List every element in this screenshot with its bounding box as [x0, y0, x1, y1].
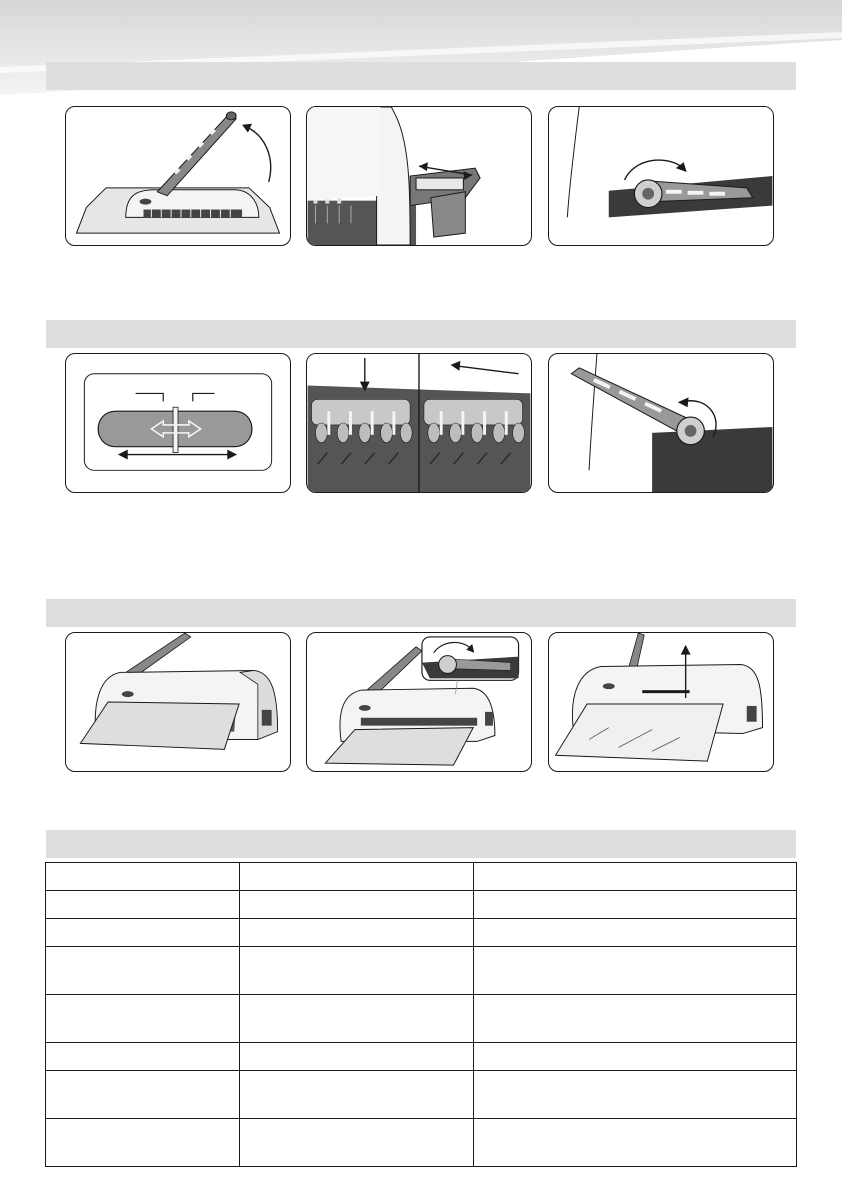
table-row — [46, 863, 797, 891]
step-panel-margin-guide — [306, 106, 532, 246]
table-row — [46, 891, 797, 919]
margin-guide-slide-icon — [307, 107, 531, 245]
table-cell — [46, 1043, 240, 1071]
table-cell — [474, 947, 797, 995]
step-panel-insert-paper — [65, 632, 291, 772]
table-cell — [46, 995, 240, 1043]
table-cell — [474, 1071, 797, 1119]
step-panel-close-handle — [548, 353, 774, 493]
table-row — [46, 1119, 797, 1167]
table-cell — [240, 1043, 474, 1071]
table-cell — [46, 919, 240, 947]
section-header-2 — [46, 320, 796, 348]
section-header-1 — [46, 62, 796, 90]
step-panel-insert-comb — [306, 353, 532, 493]
table-cell — [240, 1119, 474, 1167]
table-cell — [240, 1071, 474, 1119]
comb-insert-icon — [307, 354, 531, 492]
specification-table — [45, 862, 797, 1167]
step-panel-spine-gauge — [65, 353, 291, 493]
table-cell — [474, 919, 797, 947]
remove-document-icon — [549, 633, 773, 771]
table-cell — [240, 863, 474, 891]
table-row — [46, 1071, 797, 1119]
table-cell — [46, 1119, 240, 1167]
table-cell — [46, 863, 240, 891]
table-row — [46, 919, 797, 947]
table-cell — [240, 947, 474, 995]
header-swoosh — [0, 0, 842, 110]
punch-paper-icon — [307, 633, 531, 771]
table-cell — [474, 995, 797, 1043]
handle-rotate-icon — [549, 107, 773, 245]
table-cell — [474, 1119, 797, 1167]
handle-lift-icon — [66, 107, 290, 245]
section-header-4 — [46, 830, 796, 858]
table-cell — [474, 863, 797, 891]
table-cell — [240, 891, 474, 919]
paper-insert-icon — [66, 633, 290, 771]
section-header-3 — [46, 599, 796, 627]
step-panel-punch — [306, 632, 532, 772]
table-cell — [240, 919, 474, 947]
table-cell — [240, 995, 474, 1043]
spine-width-gauge-icon — [66, 354, 290, 492]
table-row — [46, 995, 797, 1043]
handle-close-icon — [549, 354, 773, 492]
table-row — [46, 1043, 797, 1071]
table-cell — [474, 891, 797, 919]
step-panel-rotate-handle — [548, 106, 774, 246]
step-panel-remove-document — [548, 632, 774, 772]
step-panel-lift-handle — [65, 106, 291, 246]
table-cell — [46, 891, 240, 919]
table-row — [46, 947, 797, 995]
table-cell — [46, 1071, 240, 1119]
table-cell — [46, 947, 240, 995]
table-cell — [474, 1043, 797, 1071]
